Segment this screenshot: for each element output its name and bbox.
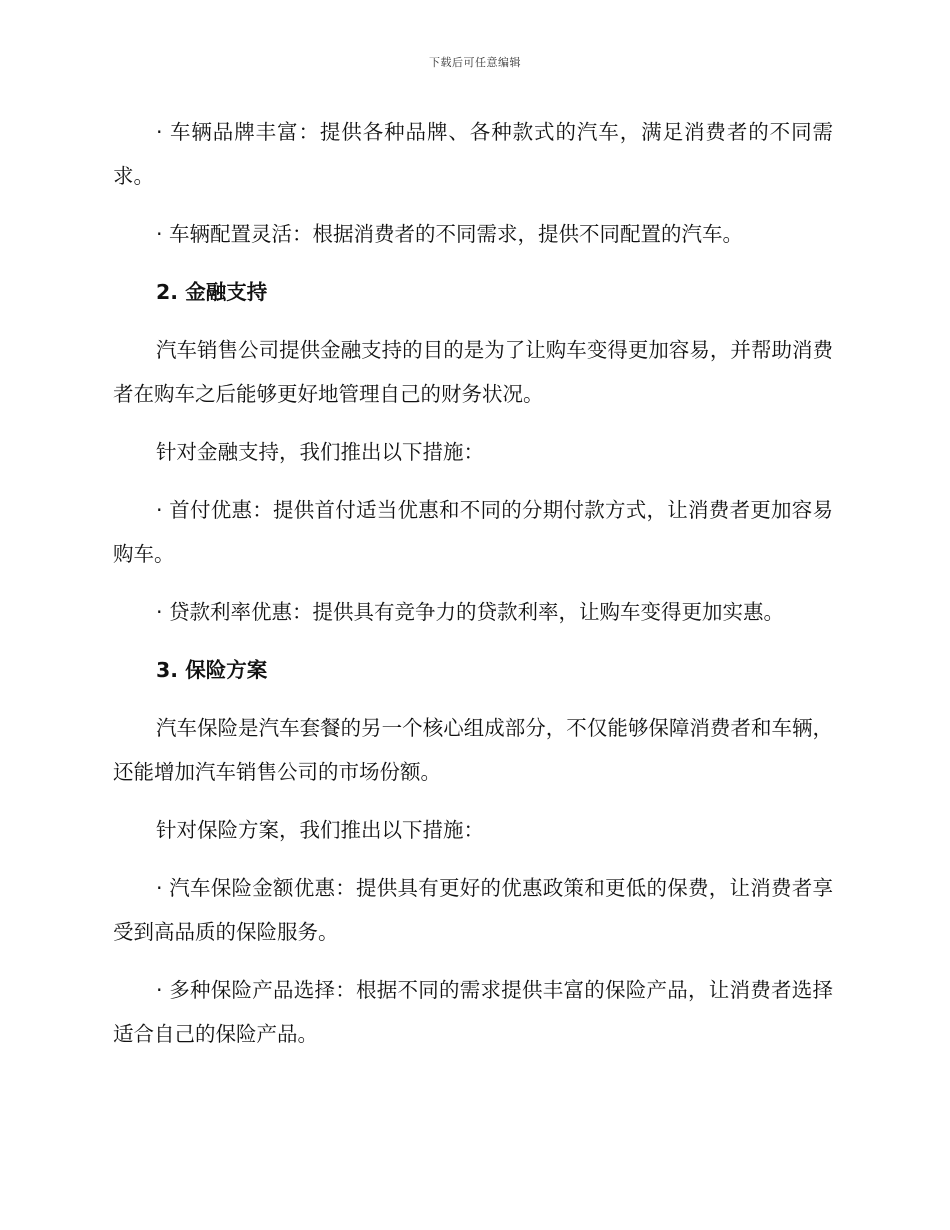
finance-measures-lead: 针对金融支持，我们推出以下措施： — [156, 440, 484, 464]
bullet-flexible-config: · 车辆配置灵活：根据消费者的不同需求，提供不同配置的汽车。 — [156, 222, 744, 246]
bullet-down-payment: · 首付优惠：提供首付适当优惠和不同的分期付款方式，让消费者更加容易购车。 — [113, 498, 833, 566]
document-body — [113, 110, 833, 1056]
bullet-loan-rate: · 贷款利率优惠：提供具有竞争力的贷款利率，让购车变得更加实惠。 — [156, 600, 785, 624]
section-heading-insurance: 3. 保险方案 — [156, 658, 268, 682]
bullet-insurance-discount: · 汽车保险金额优惠：提供具有更好的优惠政策和更低的保费，让消费者享受到高品质的保险服务。 — [113, 876, 833, 944]
bullet-brand-variety: · 车辆品牌丰富：提供各种品牌、各种款式的汽车，满足消费者的不同需求。 — [113, 120, 833, 188]
page-header: 下载后可任意编辑 — [429, 56, 521, 69]
insurance-intro: 汽车保险是汽车套餐的另一个核心组成部分，不仅能够保障消费者和车辆，还能增加汽车销售公司的市场份额。 — [113, 716, 833, 784]
finance-intro: 汽车销售公司提供金融支持的目的是为了让购车变得更加容易，并帮助消费者在购车之后能够更好地管理自己的财务状况。 — [113, 338, 833, 406]
section-heading-finance: 2. 金融支持 — [156, 280, 268, 304]
insurance-measures-lead: 针对保险方案，我们推出以下措施： — [156, 818, 484, 842]
bullet-insurance-products: · 多种保险产品选择：根据不同的需求提供丰富的保险产品，让消费者选择适合自己的保险产品。 — [113, 978, 833, 1046]
